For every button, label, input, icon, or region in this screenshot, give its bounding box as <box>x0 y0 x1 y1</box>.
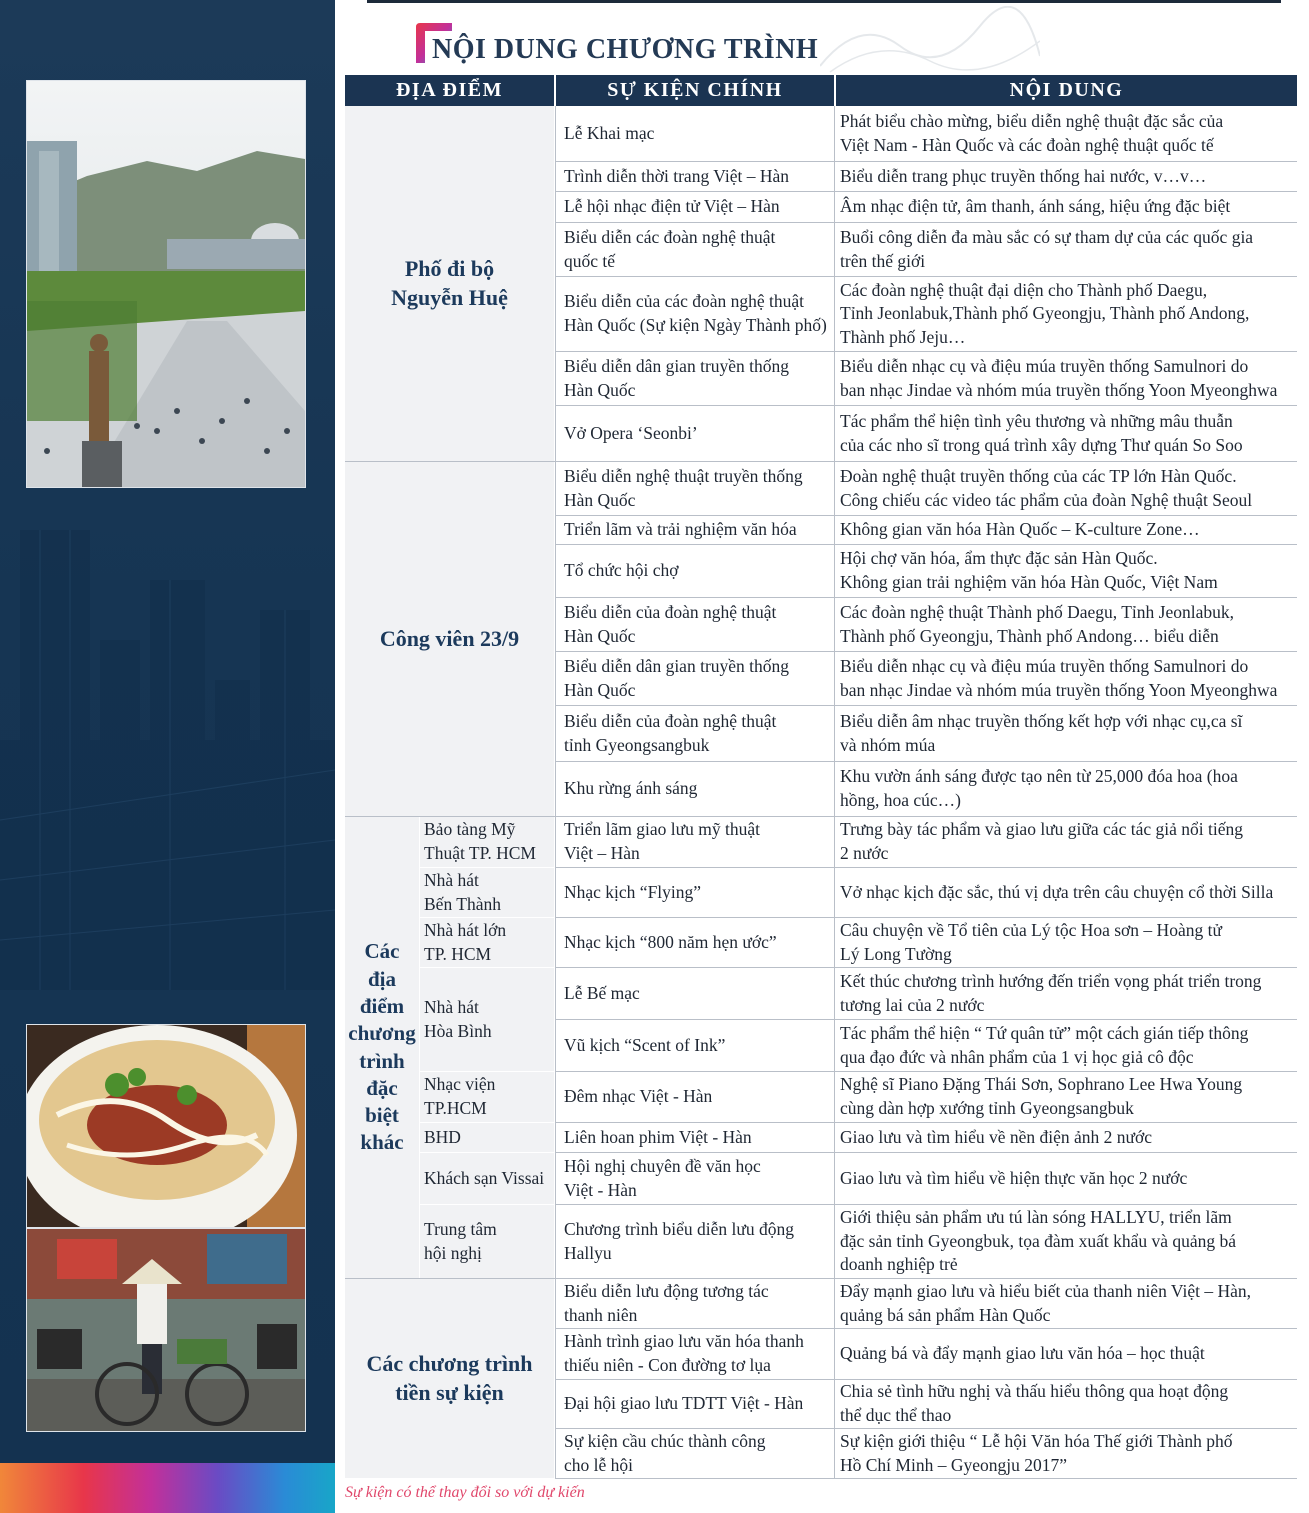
content-cell: Các đoàn nghệ thuật Thành phố Daegu, Tỉnh Jeonlabuk, Thành phố Gyeongju, Thành phố Andong… biểu diễn <box>840 601 1234 646</box>
content-cell: Sự kiện giới thiệu “ Lễ hội Văn hóa Thế giới Thành phố Hồ Chí Minh – Gyeongju 2017” <box>840 1430 1233 1475</box>
content-cell: Trưng bày tác phẩm và giao lưu giữa các tác giả nổi tiếng 2 nước <box>840 819 1243 863</box>
event-cell: Khu rừng ánh sáng <box>555 762 835 816</box>
content-cell: Đẩy mạnh giao lưu và hiểu biết của thanh niên Việt – Hàn, quảng bá sản phẩm Hàn Quốc <box>840 1280 1251 1325</box>
left-sidebar <box>0 0 335 1513</box>
event-cell: Vũ kịch “Scent of Ink” <box>555 1020 835 1071</box>
venue-cell: Nhạc viện TP.HCM <box>420 1072 554 1122</box>
event-cell: Nhạc kịch “800 năm hẹn ước” <box>555 918 835 967</box>
venue-cell: BHD <box>420 1123 554 1152</box>
content-cell: Tác phẩm thể hiện tình yêu thương và những mâu thuẫn của các nho sĩ trong quá trình xây dựng Thư quán So Soo <box>840 410 1243 455</box>
venue-cell: Trung tâm hội nghị <box>420 1205 554 1278</box>
table-row <box>555 1429 1297 1479</box>
content-cell: Đoàn nghệ thuật truyền thống của các TP lớn Hàn Quốc. Công chiếu các video tác phẩm của đoàn Nghệ thuật Seoul <box>840 465 1253 510</box>
table-row <box>555 706 1297 762</box>
content-cell: Giao lưu và tìm hiểu về nền điện ảnh 2 nước <box>840 1126 1153 1147</box>
venue-cell: Bảo tàng Mỹ Thuật TP. HCM <box>420 817 554 867</box>
event-cell: Biểu diễn của đoàn nghệ thuật Hàn Quốc <box>555 598 835 651</box>
venue-cell: Nhà hát lớn TP. HCM <box>420 918 554 967</box>
event-cell: Lễ Khai mạc <box>555 106 835 161</box>
content-cell: Biểu diễn trang phục truyền thống hai nước, v…v… <box>840 165 1207 186</box>
content-cell: Giao lưu và tìm hiểu về hiện thực văn học 2 nước <box>840 1167 1188 1188</box>
table-row <box>555 545 1297 598</box>
content-cell: Biểu diễn âm nhạc truyền thống kết hợp với nhạc cụ,ca sĩ và nhóm múa <box>840 710 1243 755</box>
table-row <box>555 516 1297 545</box>
table-row <box>555 918 1297 968</box>
event-cell: Triển lãm và trải nghiệm văn hóa <box>555 516 835 544</box>
table-row <box>555 1380 1297 1429</box>
event-cell: Biểu diễn của đoàn nghệ thuật tỉnh Gyeongsangbuk <box>555 706 835 761</box>
event-cell: Biểu diễn dân gian truyền thống Hàn Quốc <box>555 352 835 405</box>
city-skyline-background <box>0 520 335 990</box>
venue-cell: Khách sạn Vissai <box>420 1153 554 1204</box>
event-cell: Lễ hội nhạc điện tử Việt – Hàn <box>555 192 835 222</box>
venue-cell: Nhà hát Hòa Bình <box>420 968 554 1071</box>
column-header-event: SỰ KIỆN CHÍNH <box>556 75 834 106</box>
venue-cell: Nhà hát Bến Thành <box>420 868 554 917</box>
content-cell: Không gian văn hóa Hàn Quốc – K-culture Zone… <box>840 519 1200 540</box>
event-cell: Nhạc kịch “Flying” <box>555 868 835 917</box>
content-cell: Các đoàn nghệ thuật đại diện cho Thành phố Daegu, Tỉnh Jeonlabuk,Thành phố Gyeongju, Thành phố Andong, Thành phố Jeju… <box>840 279 1250 347</box>
table-row <box>555 277 1297 352</box>
content-cell: Khu vườn ánh sáng được tạo nên từ 25,000 đóa hoa (hoa hồng, hoa cúc…) <box>840 766 1238 810</box>
content-cell: Buổi công diễn đa màu sắc có sự tham dự của các quốc gia trên thế giới <box>840 226 1254 271</box>
page-title: NỘI DUNG CHƯƠNG TRÌNH <box>432 34 819 65</box>
location-cell: Phố đi bộ Nguyễn Huệ <box>345 106 554 461</box>
table-row <box>555 352 1297 406</box>
rainbow-color-bar <box>0 1463 335 1513</box>
content-cell: Chia sẻ tình hữu nghị và thấu hiểu thông qua hoạt động thể dục thể thao <box>840 1381 1229 1425</box>
table-row <box>555 1329 1297 1380</box>
event-cell: Biểu diễn nghệ thuật truyền thống Hàn Quốc <box>555 462 835 515</box>
content-cell: Câu chuyện về Tổ tiên của Lý tộc Hoa sơn – Hoàng tử Lý Long Tường <box>840 919 1222 964</box>
content-cell: Biểu diễn nhạc cụ và điệu múa truyền thống Samulnori do ban nhạc Jindae và nhóm múa truyền thống Yoon Myeonghwa <box>840 355 1278 400</box>
event-cell: Hành trình giao lưu văn hóa thanh thiếu niên - Con đường tơ lụa <box>555 1329 835 1379</box>
table-row <box>555 968 1297 1020</box>
event-cell: Triển lãm giao lưu mỹ thuật Việt – Hàn <box>555 817 835 867</box>
table-row <box>555 462 1297 516</box>
content-cell: Phát biểu chào mừng, biểu diễn nghệ thuật đặc sắc của Việt Nam - Hàn Quốc và các đoàn nghệ thuật quốc tế <box>840 110 1224 155</box>
table-row <box>555 1072 1297 1123</box>
content-cell: Hội chợ văn hóa, ẩm thực đặc sản Hàn Quốc. Không gian trải nghiệm văn hóa Hàn Quốc, Việt Nam <box>840 548 1218 592</box>
content-cell: Nghệ sĩ Piano Đặng Thái Sơn, Sophrano Lee Hwa Young cùng dàn hợp xướng tỉnh Gyeongsangbuk <box>840 1074 1243 1118</box>
table-row <box>555 192 1297 223</box>
event-cell: Biểu diễn của các đoàn nghệ thuật Hàn Quốc (Sự kiện Ngày Thành phố) <box>555 277 835 351</box>
table-row <box>555 1020 1297 1072</box>
program-table <box>345 75 1297 1478</box>
location-cell: Các địa điểm chương trình đặc biệt khác <box>345 817 419 1278</box>
column-header-content: NỘI DUNG <box>836 75 1297 106</box>
table-row <box>555 223 1297 277</box>
table-row <box>555 762 1297 816</box>
table-row <box>555 1153 1297 1205</box>
column-header-location: ĐỊA ĐIỂM <box>345 75 554 106</box>
footnote: Sự kiện có thể thay đổi so với dự kiến <box>345 1484 585 1501</box>
content-cell: Âm nhạc điện tử, âm thanh, ánh sáng, hiệu ứng đặc biệt <box>840 196 1231 217</box>
table-row <box>555 1279 1297 1329</box>
event-cell: Đại hội giao lưu TDTT Việt - Hàn <box>555 1380 835 1428</box>
street-vendor-photo <box>26 1228 306 1432</box>
table-row <box>555 1123 1297 1153</box>
event-cell: Vở Opera ‘Seonbi’ <box>555 406 835 461</box>
content-cell: Kết thúc chương trình hướng đến triển vọng phát triển trong tương lai của 2 nước <box>840 970 1262 1015</box>
table-row <box>555 106 1297 162</box>
table-row <box>555 598 1297 652</box>
table-row <box>555 406 1297 461</box>
event-cell: Liên hoan phim Việt - Hàn <box>555 1123 835 1152</box>
pho-bowl-photo <box>26 1024 306 1228</box>
table-row <box>555 1205 1297 1278</box>
event-cell: Chương trình biểu diễn lưu động Hallyu <box>555 1205 835 1278</box>
event-cell: Trình diễn thời trang Việt – Hàn <box>555 162 835 191</box>
content-cell: Tác phẩm thể hiện “ Tứ quân tử” một cách gián tiếp thông qua đạo đức và nhân phẩm của 1 vị học giả cô độc <box>840 1022 1249 1067</box>
content-cell: Giới thiệu sản phẩm ưu tú làn sóng HALLYU, triển lãm đặc sản tỉnh Gyeongbuk, tọa đàm xuất khẩu và quảng bá doanh nghiệp trẻ <box>840 1207 1237 1275</box>
event-cell: Lễ Bế mạc <box>555 968 835 1019</box>
table-row <box>555 817 1297 868</box>
content-cell: Vở nhạc kịch đặc sắc, thú vị dựa trên câu chuyện cổ thời Silla <box>840 881 1274 902</box>
event-cell: Biểu diễn các đoàn nghệ thuật quốc tế <box>555 223 835 276</box>
content-cell: Biểu diễn nhạc cụ và điệu múa truyền thống Samulnori do ban nhạc Jindae và nhóm múa truyền thống Yoon Myeonghwa <box>840 655 1278 700</box>
table-row <box>555 868 1297 918</box>
event-cell: Hội nghị chuyên đề văn học Việt - Hàn <box>555 1153 835 1204</box>
table-row <box>555 652 1297 706</box>
table-row <box>555 162 1297 192</box>
event-cell: Biểu diễn dân gian truyền thống Hàn Quốc <box>555 652 835 705</box>
event-cell: Tổ chức hội chợ <box>555 545 835 597</box>
decorative-pattern <box>820 6 1040 76</box>
event-cell: Biểu diễn lưu động tương tác thanh niên <box>555 1279 835 1328</box>
nguyen-hue-plaza-photo <box>26 80 306 488</box>
event-cell: Đêm nhạc Việt - Hàn <box>555 1072 835 1122</box>
location-cell: Các chương trình tiền sự kiện <box>345 1279 554 1478</box>
top-rule <box>367 0 1281 3</box>
location-cell: Công viên 23/9 <box>345 462 554 816</box>
content-cell: Quảng bá và đẩy mạnh giao lưu văn hóa – học thuật <box>840 1343 1205 1364</box>
event-cell: Sự kiện cầu chúc thành công cho lễ hội <box>555 1429 835 1478</box>
